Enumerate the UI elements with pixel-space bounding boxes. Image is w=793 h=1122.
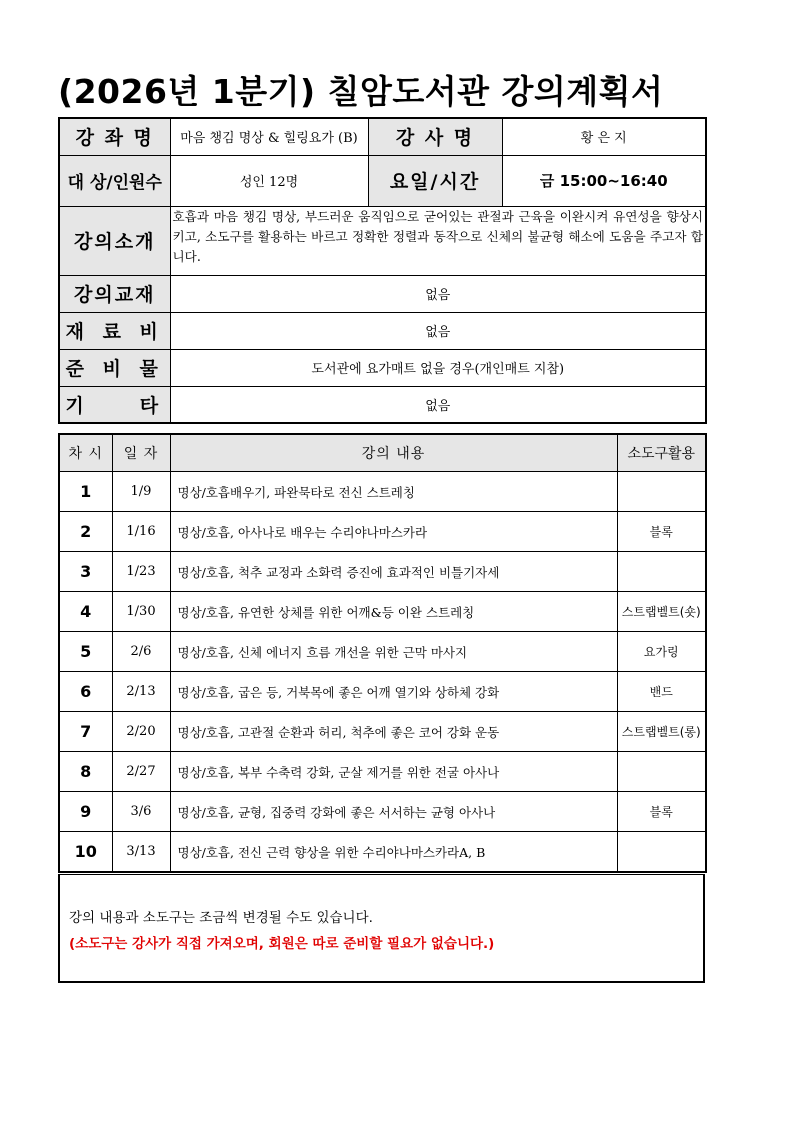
table-row <box>59 472 706 512</box>
session-date: 1/30 <box>112 592 170 632</box>
session-content: 명상/호흡배우기, 파완묵타로 전신 스트레칭 <box>170 472 617 512</box>
lecture-schedule-table <box>58 433 707 873</box>
table-row <box>59 752 706 792</box>
session-content: 명상/호흡, 복부 수축력 강화, 군살 제거를 위한 전굴 아사나 <box>170 752 617 792</box>
session-date: 1/23 <box>112 552 170 592</box>
table-row <box>59 512 706 552</box>
session-content: 명상/호흡, 균형, 집중력 강화에 좋은 서서하는 균형 아사나 <box>170 792 617 832</box>
session-number: 9 <box>59 792 112 832</box>
session-date: 2/13 <box>112 672 170 712</box>
textbook-label: 강의교재 <box>59 275 170 312</box>
target-value: 성인 12명 <box>170 155 368 206</box>
change-notice: 강의 내용과 소도구는 조금씩 변경될 수도 있습니다. <box>69 910 373 926</box>
session-content: 명상/호흡, 척추 교정과 소화력 증진에 효과적인 비틀기자세 <box>170 552 617 592</box>
course-name-value: 마음 챙김 명상 & 힐링요가 (B) <box>170 118 368 155</box>
table-row <box>59 592 706 632</box>
session-date: 3/13 <box>112 832 170 873</box>
session-content: 명상/호흡, 굽은 등, 거북목에 좋은 어깨 열기와 상하체 강화 <box>170 672 617 712</box>
session-tool <box>617 832 706 873</box>
instructor-label: 강 사 명 <box>368 118 502 155</box>
session-date: 2/20 <box>112 712 170 752</box>
etc-label: 기 타 <box>59 386 170 423</box>
session-content: 명상/호흡, 신체 에너지 흐름 개선을 위한 근막 마사지 <box>170 632 617 672</box>
session-number: 10 <box>59 832 112 873</box>
etc-value: 없음 <box>170 386 706 423</box>
schedule-label: 요일/시간 <box>368 155 502 206</box>
textbook-value: 없음 <box>170 275 706 312</box>
session-date: 1/9 <box>112 472 170 512</box>
session-header: 차 시 <box>59 434 112 472</box>
session-date: 2/6 <box>112 632 170 672</box>
table-row <box>59 672 706 712</box>
session-tool: 밴드 <box>617 672 706 712</box>
session-tool <box>617 552 706 592</box>
content-header: 강의 내용 <box>170 434 617 472</box>
session-date: 2/27 <box>112 752 170 792</box>
session-content: 명상/호흡, 유연한 상체를 위한 어깨&등 이완 스트레칭 <box>170 592 617 632</box>
notes-box <box>58 874 705 983</box>
session-date: 1/16 <box>112 512 170 552</box>
target-label: 대 상/인원수 <box>59 155 170 206</box>
session-number: 2 <box>59 512 112 552</box>
session-number: 3 <box>59 552 112 592</box>
intro-label: 강의소개 <box>59 206 170 275</box>
table-row <box>59 632 706 672</box>
session-date: 3/6 <box>112 792 170 832</box>
course-name-label: 강 좌 명 <box>59 118 170 155</box>
session-number: 8 <box>59 752 112 792</box>
session-tool: 요가링 <box>617 632 706 672</box>
session-tool <box>617 472 706 512</box>
session-tool: 스트랩벨트(롱) <box>617 712 706 752</box>
session-content: 명상/호흡, 아사나로 배우는 수리야나마스카라 <box>170 512 617 552</box>
schedule-value: 금 15:00~16:40 <box>502 155 706 206</box>
date-header: 일 자 <box>112 434 170 472</box>
tools-header: 소도구활용 <box>617 434 706 472</box>
table-row <box>59 832 706 873</box>
session-content: 명상/호흡, 고관절 순환과 허리, 척추에 좋은 코어 강화 운동 <box>170 712 617 752</box>
session-number: 6 <box>59 672 112 712</box>
table-row <box>59 552 706 592</box>
schedule-header-row <box>59 434 706 472</box>
prep-value: 도서관에 요가매트 없을 경우(개인매트 지참) <box>170 349 706 386</box>
page-title: (2026년 1분기) 칠암도서관 강의계획서 <box>58 72 664 111</box>
session-tool: 블록 <box>617 792 706 832</box>
course-info-table <box>58 117 707 424</box>
table-row <box>59 792 706 832</box>
intro-text: 호흡과 마음 챙김 명상, 부드러운 움직임으로 굳어있는 관절과 근육을 이완시켜 유연성을 향상시키고, 소도구를 활용하는 바르고 정확한 정렬과 동작으로 신체의 불균형 해소에 도움을 주고자 합니다. <box>170 206 706 275</box>
table-row <box>59 712 706 752</box>
session-tool <box>617 752 706 792</box>
session-content: 명상/호흡, 전신 근력 향상을 위한 수리야나마스카라A, B <box>170 832 617 873</box>
session-tool: 스트랩벨트(숏) <box>617 592 706 632</box>
session-number: 1 <box>59 472 112 512</box>
session-tool: 블록 <box>617 512 706 552</box>
fee-value: 없음 <box>170 312 706 349</box>
session-number: 7 <box>59 712 112 752</box>
tools-notice: (소도구는 강사가 직접 가져오며, 회원은 따로 준비할 필요가 없습니다.) <box>69 936 495 952</box>
session-number: 4 <box>59 592 112 632</box>
session-number: 5 <box>59 632 112 672</box>
instructor-value: 황 은 지 <box>502 118 706 155</box>
fee-label: 재 료 비 <box>59 312 170 349</box>
prep-label: 준 비 물 <box>59 349 170 386</box>
